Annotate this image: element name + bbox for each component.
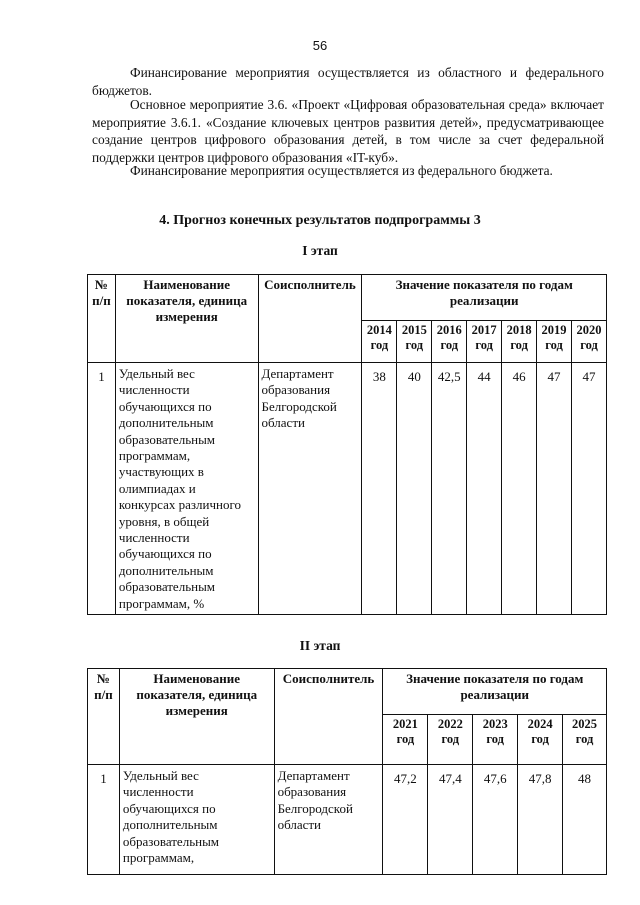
header-name: Наименование показателя, единица измерения [115,275,258,363]
paragraph-financing-1: Финансирование мероприятия осуществляется из областного и федерального бюджетов. [92,65,604,98]
header-name: Наименование показателя, единица измерения [119,669,274,765]
year-header: 2018 год [502,321,537,363]
table-row [88,765,607,875]
value-cell: 40 [397,363,432,615]
value-cell: 46 [502,363,537,615]
value-cell: 47 [571,363,606,615]
stage1-table [87,274,607,615]
year-header: 2019 год [537,321,572,363]
year-header: 2015 год [397,321,432,363]
value-cell: 47 [537,363,572,615]
section-heading: 4. Прогноз конечных результатов подпрограммы 3 [159,213,481,228]
year-header: 2022 год [428,715,473,765]
value-cell: 44 [467,363,502,615]
year-header: 2021 год [383,715,428,765]
year-header: 2023 год [473,715,518,765]
indicator-name: Удельный вес численности обучающихся по дополнительным образовательным программам, участвующих в олимпиадах и конкурсах различного уровня, в общей численности обучающихся по дополнительным образовательным программам, % [115,363,258,615]
paragraph-project: Основное мероприятие 3.6. «Проект «Цифровая образовательная среда» включает мероприятие 3.6.1. «Создание ключевых центров развития детей», предусматривающее создание центров цифрового образования детей, в том числе за счет федеральной поддержки центров цифрового образования «IT-куб». [92,97,604,165]
indicator-name: Удельный вес численности обучающихся по дополнительным образовательным программам, [119,765,274,875]
value-cell: 48 [563,765,607,875]
year-header: 2017 год [467,321,502,363]
value-cell: 38 [362,363,397,615]
year-header: 2016 год [432,321,467,363]
value-cell: 47,6 [473,765,518,875]
table-row [88,363,607,615]
value-cell: 47,8 [518,765,563,875]
paragraph-financing-2: Финансирование мероприятия осуществляется из федерального бюджета. [130,163,553,178]
page-number: 56 [312,38,328,53]
header-values: Значение показателя по годам реализации [362,275,607,321]
value-cell: 42,5 [432,363,467,615]
header-num: № п/п [88,669,120,765]
stage2-table [87,668,607,875]
stage1-title: I этап [302,243,338,258]
executor-name: Департамент образования Белгородской области [274,765,383,875]
value-cell: 47,2 [383,765,428,875]
year-header: 2025 год [563,715,607,765]
row-num: 1 [88,363,116,615]
header-num: № п/п [88,275,116,363]
year-header: 2024 год [518,715,563,765]
header-executor: Соисполнитель [274,669,383,765]
row-num: 1 [88,765,120,875]
executor-name: Департамент образования Белгородской области [258,363,362,615]
value-cell: 47,4 [428,765,473,875]
year-header: 2014 год [362,321,397,363]
year-header: 2020 год [571,321,606,363]
header-values: Значение показателя по годам реализации [383,669,607,715]
stage2-title: II этап [299,638,341,653]
header-executor: Соисполнитель [258,275,362,363]
